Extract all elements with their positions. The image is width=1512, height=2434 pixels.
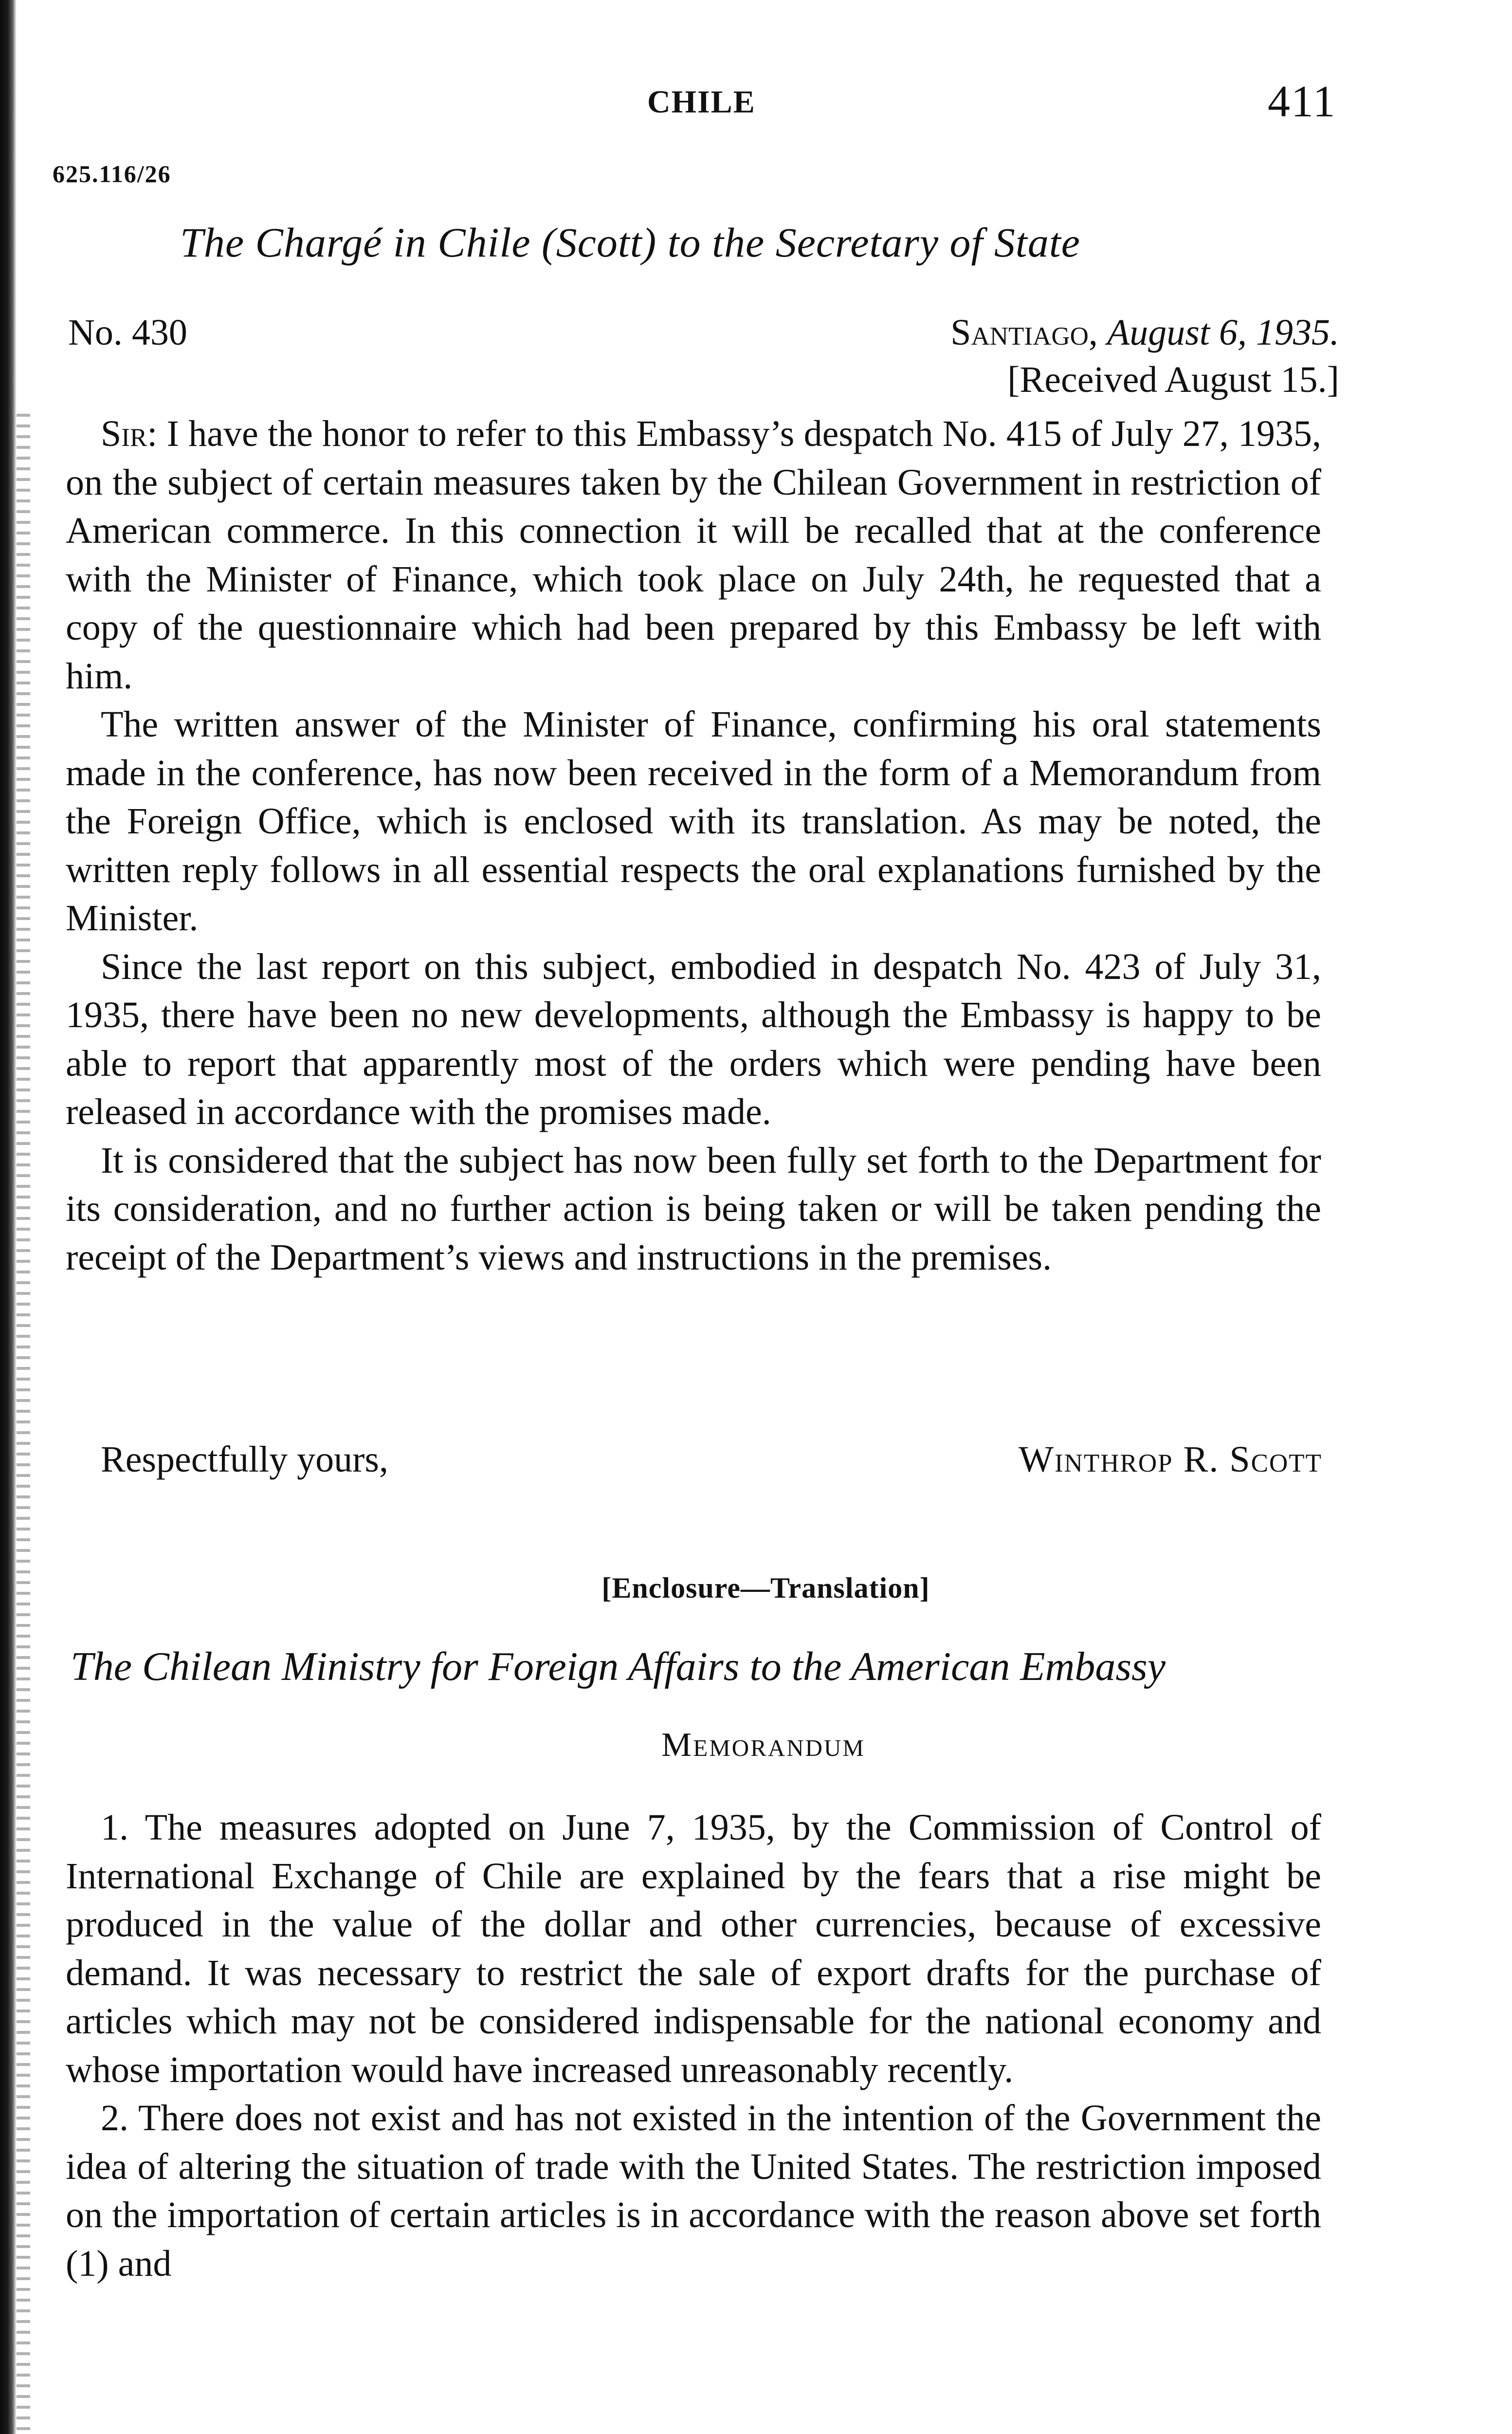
place-name: Santiago, <box>950 312 1098 353</box>
memorandum-title: Memorandum <box>661 1726 865 1764</box>
letter-paragraph-text: I have the honor to refer to this Embassy’s despatch No. 415 of July 27, 1935, on the subject of certain measures taken by the Chilean Government in restriction of American commerce. In this connection it will be recalled that at the conference with the Minister of Finance, which took place on July 24th, he requested that a copy of the questionnaire which had been prepared by this Embassy be left with him. <box>66 413 1322 697</box>
received-date: [Received August 15.] <box>1007 359 1339 400</box>
letter-heading: The Chargé in Chile (Scott) to the Secretary of State <box>180 219 1080 266</box>
letter-paragraph: The written answer of the Minister of Finance, confirming his oral statements made in the conference, has now been received in the form of a Memorandum from the Foreign Office, which is enclosed with its translation. As may be noted, the written reply follows in all essential respects the oral explanations furnished by the Minister. <box>66 704 1321 939</box>
closing: Respectfully yours, <box>101 1439 389 1480</box>
salutation: Sir: <box>101 413 158 454</box>
letter-date: August 6, 1935. <box>1107 312 1339 353</box>
letter-paragraph <box>66 410 1321 701</box>
enclosure-heading: The Chilean Ministry for Foreign Affairs to the American Embassy <box>71 1644 1166 1689</box>
file-number: 625.116/26 <box>53 160 171 187</box>
letter-body <box>66 410 1321 1282</box>
despatch-number: No. 430 <box>68 312 187 353</box>
scan-binding-edge <box>0 0 17 2434</box>
place-date <box>950 312 1339 354</box>
running-head: CHILE <box>647 84 756 120</box>
scan-binding-speckle <box>17 414 30 2434</box>
enclosure-label: [Enclosure—Translation] <box>601 1572 930 1604</box>
page-number: 411 <box>1268 76 1336 126</box>
letter-paragraph: It is considered that the subject has now been fully set forth to the Department for its consideration, and no further action is being taken or will be taken pending the receipt of the Department’s views and instructions in the premises. <box>66 1140 1321 1278</box>
memorandum-paragraph: 2. There does not exist and has not existed in the intention of the Government the idea of altering the situation of trade with the United States. The restriction imposed on the importation of certain articles is in accordance with the reason above set forth (1) and <box>66 2098 1321 2284</box>
signature: Winthrop R. Scott <box>1019 1439 1322 1480</box>
letter-paragraph: Since the last report on this subject, embodied in despatch No. 423 of July 31, 1935, there have been no new developments, although the Embassy is happy to be able to report that apparently most of the orders which were pending have been released in accordance with the promises made. <box>66 946 1321 1132</box>
memorandum-paragraph: 1. The measures adopted on June 7, 1935, by the Commission of Control of International Exchange of Chile are explained by the fears that a rise might be produced in the value of the dollar and other currencies, because of excessive demand. It was necessary to restrict the sale of export drafts for the purchase of articles which may not be considered indispensable for the national economy and whose importation would have increased unreasonably recently. <box>66 1807 1321 2090</box>
memorandum-body <box>66 1804 1321 2288</box>
